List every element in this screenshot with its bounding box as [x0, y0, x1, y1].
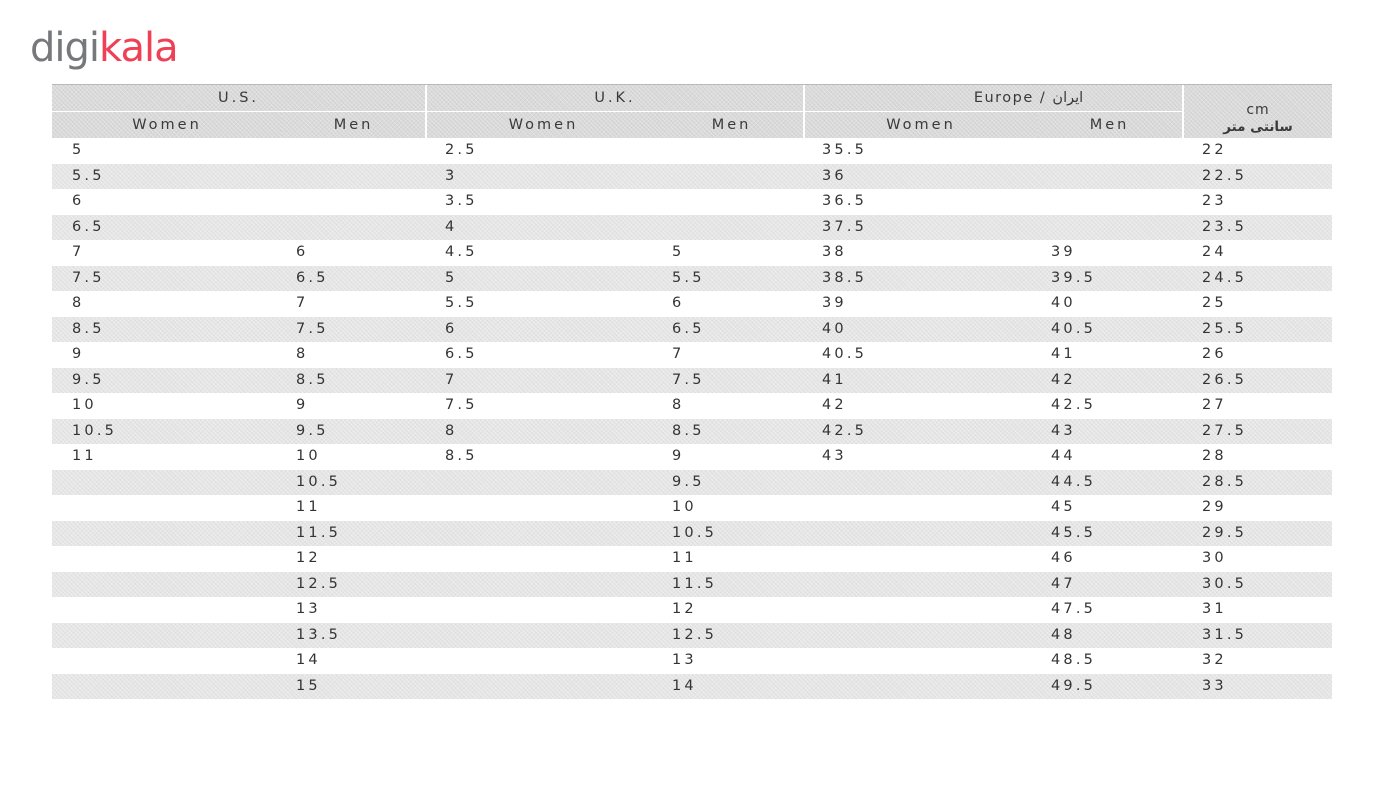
europe-men-cell: 45.5: [1051, 524, 1097, 541]
europe-women-cell: [804, 470, 1037, 496]
europe-women-cell: [804, 521, 1037, 547]
uk-women-cell: 6: [445, 320, 458, 337]
us-men-cell: 10.5: [296, 473, 342, 490]
uk-group-label: U.K.: [594, 90, 636, 106]
table-row: [52, 342, 1332, 368]
europe-group-header: [805, 85, 1182, 111]
uk-men-cell: [660, 138, 804, 164]
europe-men-cell: 47: [1051, 575, 1076, 592]
uk-men-cell: 11.5: [672, 575, 718, 592]
table-row: [52, 266, 1332, 292]
us-men-cell: 10: [296, 448, 321, 464]
us-women-cell: [52, 495, 282, 521]
table-row: [52, 470, 1332, 496]
cm-cell: 29.5: [1202, 524, 1248, 541]
table-row: [52, 189, 1332, 215]
table-row: [52, 164, 1332, 190]
europe-men-cell: 44.5: [1051, 473, 1097, 490]
us-men-cell: 6.5: [296, 269, 329, 286]
us-men-cell: [282, 164, 426, 190]
us-women-cell: [52, 648, 282, 674]
europe-women-cell: 39: [822, 295, 847, 311]
europe-women-header: Women: [805, 112, 1037, 138]
table-row: [52, 291, 1332, 317]
us-women-cell: [52, 521, 282, 547]
us-women-cell: 7: [72, 244, 85, 260]
cm-cell: 28.5: [1202, 473, 1248, 490]
us-men-cell: 8: [296, 346, 309, 362]
table-row: [52, 521, 1332, 547]
us-women-cell: [52, 572, 282, 598]
us-women-cell: 7.5: [72, 269, 105, 286]
uk-men-cell: 11: [672, 550, 697, 566]
cm-header-label: cm: [1246, 102, 1270, 118]
europe-men-cell: [1037, 215, 1183, 241]
us-women-cell: 6.5: [72, 218, 105, 235]
uk-women-cell: [426, 623, 660, 649]
table-body: [52, 138, 1332, 699]
uk-men-cell: 8.5: [672, 422, 705, 439]
uk-men-cell: 6: [672, 295, 685, 311]
europe-women-cell: 42: [822, 397, 847, 413]
us-group-label: U.S.: [217, 90, 260, 106]
europe-men-cell: 41: [1051, 346, 1076, 362]
us-men-cell: 6: [296, 244, 309, 260]
us-men-cell: 12: [296, 550, 321, 566]
us-men-cell: 7: [296, 295, 309, 311]
europe-women-cell: [804, 597, 1037, 623]
uk-men-cell: 7: [672, 346, 685, 362]
uk-men-header: Men: [660, 112, 803, 138]
cm-cell: 23.5: [1202, 218, 1248, 235]
cm-cell: 32: [1202, 652, 1227, 668]
us-men-cell: [282, 215, 426, 241]
europe-women-cell: [804, 495, 1037, 521]
table-row: [52, 546, 1332, 572]
europe-women-cell: 38: [822, 244, 847, 260]
cm-header: [1184, 85, 1332, 138]
europe-men-cell: [1037, 164, 1183, 190]
us-women-cell: 5: [72, 142, 85, 158]
europe-men-cell: 47.5: [1051, 601, 1097, 617]
us-men-cell: 13.5: [296, 626, 342, 643]
cm-cell: 33: [1202, 677, 1227, 694]
uk-women-cell: 3: [445, 167, 458, 184]
us-men-cell: 14: [296, 652, 321, 668]
us-women-cell: 8.5: [72, 320, 105, 337]
uk-men-cell: 10: [672, 499, 697, 515]
uk-men-cell: 8: [672, 397, 685, 413]
europe-men-cell: 48.5: [1051, 652, 1097, 668]
uk-men-cell: 12: [672, 601, 697, 617]
table-row: [52, 597, 1332, 623]
us-men-cell: 11.5: [296, 524, 342, 541]
us-women-cell: [52, 546, 282, 572]
us-men-header: Men: [282, 112, 425, 138]
uk-men-cell: 9: [672, 448, 685, 464]
table-row: [52, 623, 1332, 649]
cm-cell: 29: [1202, 499, 1227, 515]
uk-women-cell: [426, 495, 660, 521]
uk-women-cell: 4.5: [445, 244, 478, 260]
europe-men-cell: 42.5: [1051, 397, 1097, 413]
europe-men-cell: 45: [1051, 499, 1076, 515]
europe-women-cell: 35.5: [822, 142, 868, 158]
cm-cell: 22.5: [1202, 167, 1248, 184]
europe-men-cell: 48: [1051, 626, 1076, 643]
uk-women-cell: 2.5: [445, 142, 478, 158]
cm-header-persian-label: سانتی متر: [1223, 119, 1293, 135]
cm-cell: 30: [1202, 550, 1227, 566]
logo-text-kala: kala: [99, 25, 178, 71]
uk-men-cell: 5: [672, 244, 685, 260]
us-women-cell: 9.5: [72, 371, 105, 388]
table-row: [52, 648, 1332, 674]
uk-women-cell: [426, 597, 660, 623]
europe-women-cell: 40.5: [822, 346, 868, 362]
cm-cell: 27: [1202, 397, 1227, 413]
us-men-cell: 13: [296, 601, 321, 617]
us-men-cell: [282, 189, 426, 215]
cm-cell: 26: [1202, 346, 1227, 362]
uk-women-cell: 5: [445, 269, 458, 286]
us-women-cell: 10.5: [72, 422, 118, 439]
uk-women-cell: 4: [445, 218, 458, 235]
europe-men-cell: [1037, 138, 1183, 164]
europe-men-cell: 39.5: [1051, 269, 1097, 286]
us-group-header: [52, 85, 425, 111]
europe-women-cell: [804, 648, 1037, 674]
europe-men-cell: 40: [1051, 295, 1076, 311]
uk-group-header: [427, 85, 803, 111]
cm-cell: 28: [1202, 448, 1227, 464]
europe-men-cell: 40.5: [1051, 320, 1097, 337]
europe-women-cell: 36: [822, 167, 847, 184]
us-men-cell: 8.5: [296, 371, 329, 388]
table-row: [52, 674, 1332, 700]
uk-women-cell: [426, 572, 660, 598]
uk-women-cell: 5.5: [445, 295, 478, 311]
table-row: [52, 572, 1332, 598]
cm-cell: 24.5: [1202, 269, 1248, 286]
table-row: [52, 317, 1332, 343]
us-women-cell: [52, 623, 282, 649]
us-women-cell: 8: [72, 295, 85, 311]
uk-men-cell: 13: [672, 652, 697, 668]
europe-women-cell: [804, 546, 1037, 572]
us-men-cell: [282, 138, 426, 164]
us-men-cell: 9.5: [296, 422, 329, 439]
us-women-cell: 6: [72, 193, 85, 209]
europe-women-cell: 36.5: [822, 193, 868, 209]
uk-men-cell: 10.5: [672, 524, 718, 541]
uk-men-cell: 14: [672, 677, 697, 694]
us-men-cell: 11: [296, 499, 321, 515]
digikala-logo: [30, 24, 178, 72]
table-row: [52, 215, 1332, 241]
europe-group-label: Europe / ایران: [973, 90, 1084, 106]
table-row: [52, 393, 1332, 419]
table-row: [52, 368, 1332, 394]
uk-women-cell: [426, 546, 660, 572]
europe-men-cell: 39: [1051, 244, 1076, 260]
cm-cell: 30.5: [1202, 575, 1248, 592]
us-women-cell: 5.5: [72, 167, 105, 184]
us-women-cell: [52, 470, 282, 496]
europe-women-cell: 38.5: [822, 269, 868, 286]
europe-men-cell: 49.5: [1051, 677, 1097, 694]
uk-women-cell: 7.5: [445, 397, 478, 413]
europe-men-cell: 42: [1051, 371, 1076, 388]
table-row: [52, 240, 1332, 266]
us-women-cell: [52, 674, 282, 700]
europe-women-cell: 37.5: [822, 218, 868, 235]
uk-women-cell: 8: [445, 422, 458, 439]
uk-men-cell: [660, 164, 804, 190]
size-chart-table: [52, 84, 1332, 698]
us-men-cell: 9: [296, 397, 309, 413]
us-women-cell: 10: [72, 397, 97, 413]
cm-cell: 25: [1202, 295, 1227, 311]
cm-cell: 31.5: [1202, 626, 1248, 643]
us-women-cell: 11: [72, 448, 97, 464]
uk-men-cell: [660, 215, 804, 241]
uk-women-cell: 6.5: [445, 346, 478, 362]
europe-women-cell: 43: [822, 448, 847, 464]
cm-cell: 23: [1202, 193, 1227, 209]
table-row: [52, 495, 1332, 521]
europe-men-header: Men: [1037, 112, 1182, 138]
europe-women-cell: [804, 623, 1037, 649]
us-men-cell: 15: [296, 677, 321, 694]
uk-men-cell: [660, 189, 804, 215]
europe-women-cell: 42.5: [822, 422, 868, 439]
cm-cell: 25.5: [1202, 320, 1248, 337]
cm-cell: 27.5: [1202, 422, 1248, 439]
europe-women-cell: 40: [822, 320, 847, 337]
uk-women-cell: [426, 674, 660, 700]
table-row: [52, 444, 1332, 470]
europe-men-cell: 44: [1051, 448, 1076, 464]
uk-men-cell: 6.5: [672, 320, 705, 337]
europe-women-cell: [804, 674, 1037, 700]
uk-men-cell: 7.5: [672, 371, 705, 388]
europe-men-cell: 46: [1051, 550, 1076, 566]
us-men-cell: 12.5: [296, 575, 342, 592]
uk-women-cell: 3.5: [445, 193, 478, 209]
table-row: [52, 419, 1332, 445]
us-women-cell: 9: [72, 346, 85, 362]
uk-men-cell: 5.5: [672, 269, 705, 286]
us-women-cell: [52, 597, 282, 623]
uk-women-cell: [426, 648, 660, 674]
uk-women-cell: [426, 521, 660, 547]
cm-cell: 26.5: [1202, 371, 1248, 388]
europe-men-cell: [1037, 189, 1183, 215]
uk-women-cell: 8.5: [445, 448, 478, 464]
europe-women-cell: [804, 572, 1037, 598]
uk-women-cell: 7: [445, 371, 458, 388]
us-women-header: Women: [52, 112, 282, 138]
us-men-cell: 7.5: [296, 320, 329, 337]
cm-cell: 24: [1202, 244, 1227, 260]
uk-men-cell: 9.5: [672, 473, 705, 490]
europe-women-cell: 41: [822, 371, 847, 388]
uk-men-cell: 12.5: [672, 626, 718, 643]
table-row: [52, 138, 1332, 164]
cm-cell: 22: [1202, 142, 1227, 158]
uk-women-header: Women: [427, 112, 660, 138]
cm-cell: 31: [1202, 601, 1227, 617]
logo-text-digi: digi: [30, 25, 100, 71]
europe-men-cell: 43: [1051, 422, 1076, 439]
uk-women-cell: [426, 470, 660, 496]
